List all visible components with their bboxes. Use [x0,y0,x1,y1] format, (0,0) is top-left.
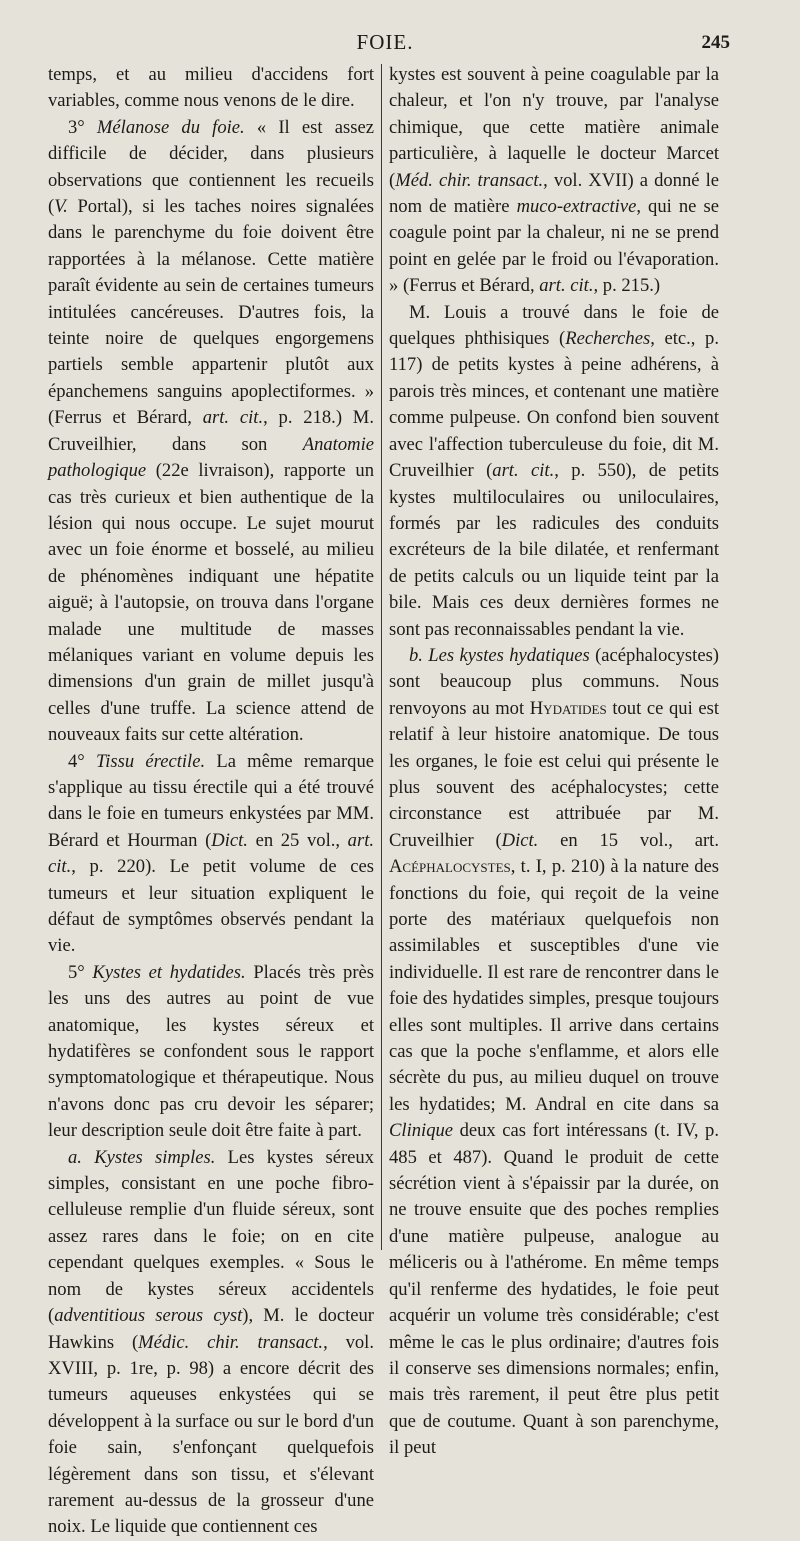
paragraph-kystes-hydatiques [389,643,719,1462]
text-run: M. Louis a trouvé dans le foie de quelques phthisiques ( [389,301,719,350]
text-run: en 15 vol., art. [538,829,719,851]
page-number: 245 [701,32,730,53]
section-number: 4° [68,750,96,772]
text-run: , p. 215.) [593,275,661,297]
citation: art. cit. [202,407,264,429]
citation: Recherches [565,328,651,350]
paragraph-kystes-simples [48,1145,374,1541]
text-run: , p. 220). Le petit volume de ces tumeurs et leur situation expliquent le défaut de symptômes observés pendant la vie. [48,856,374,957]
citation: Dict. [501,829,539,851]
citation: art. cit. [48,829,375,878]
citation: art. cit. [539,275,594,297]
term: muco-extractive [516,196,637,218]
section-title: Les kystes hydatiques [428,644,590,666]
text-run: kystes est souvent à peine coagulable par la chaleur, et l'on n'y trouve, par l'analyse chimique, que cette matière animale particulière, à laquelle le docteur Marcet ( [389,64,719,191]
text-run: , vol. XVIII, p. 1re, p. 98) a encore décrit des tumeurs aqueuses enkystées qui se développent à la surface ou sur le bord d'un foie sain, s'enfonçant quelquefois légèrement dans son tissu, et s'élevant rarement au-dessus de la grosseur d'une noix. Le liquide que contiennent ces [48,1331,374,1538]
text-run: deux cas fort intéressans (t. IV, p. 485 et 487). Quand le produit de cette sécrétion vient à s'épaissir par la durée, on ne trouve ensuite que des poches remplies d'une matière pulpeuse, analogue au méliceris ou à l'athérome. En même temps qu'il renferme des hydatides, le foie peut acquérir un volume très considérable; c'est même le cas le plus ordinaire; d'autres fois il conserve ses dimensions normales; enfin, mais très rarement, il peut être plus petit que de coutume. Quant à son parenchyme, il peut [389,1120,719,1459]
section-number: 3° [68,116,97,138]
paragraph [389,62,719,300]
left-column [48,62,375,1538]
text-run: Portal), si les taches noires signalées dans le parenchyme du foie doivent être rapportées à la mélanose. Cette matière paraît évidente au sein de certaines tumeurs intitulées cancéreuses. D'autres fois, la teinte noire de quelques engorgemens partiels semble appartenir plutôt aux épanchemens sanguins apoplectiformes. » (Ferrus et Bérard, [48,196,374,429]
section-title: Kystes et hydatides. [92,961,246,983]
citation: art. cit. [492,460,555,482]
text-run: en 25 vol., [247,829,348,851]
column-divider [381,64,382,1250]
text-run: , qui ne se coagule point par la chaleur, ni ne se prend point en gelée par le froid ou l'évaporation. » (Ferrus et Bérard, [389,196,719,297]
cross-reference: Acéphalocystes [389,856,511,878]
citation: V. [54,196,68,218]
citation: Clinique [389,1120,454,1142]
running-title: FOIE. [356,30,414,54]
right-column [389,62,720,1459]
text-run: , p. 218.) M. Cruveilhier, dans son [48,407,374,455]
section-number: a. [68,1146,95,1168]
text-run: « Il est assez difficile de décider, dans plusieurs observations que contiennent les recueils ( [48,116,374,218]
section-number: 5° [68,961,93,983]
paragraph-melanose [48,115,374,749]
text-run: , vol. XVII) a donné le nom de matière [389,169,720,218]
text-run: Les kystes séreux simples, consistant en une poche fibro-celluleuse remplie d'un fluide séreux, sont assez rares dans le foie; on en cite cependant quelques exemples. « Sous le nom de kystes séreux accidentels ( [48,1146,374,1327]
text-run: (22e livraison), rapporte un cas très curieux et bien authentique de la lésion qui nous occupe. Le sujet mourut avec un foie énorme et bosselé, au milieu de phénomènes indiquant une hépatite aiguë; à l'autopsie, on trouva dans l'organe malade une multitude de masses mélaniques variant en volume depuis les dimensions d'un grain de millet jusqu'à celles d'une truffe. La science attend de nouveaux faits sur cette altération. [48,460,374,746]
section-title: Kystes simples. [94,1146,216,1168]
cross-reference: Hydatides [529,697,607,719]
text-run: La même remarque s'applique au tissu érectile qui a été trouvé dans le foie en tumeurs enkystées par MM. Bérard et Hourman ( [48,750,374,851]
paragraph-kystes-hydatides [48,960,374,1145]
section-number: b. [409,644,429,666]
text-run: , t. I, p. 210) à la nature des fonctions du foie, qui reçoit de la veine porte des matériaux quelquefois non assimilables et susceptibles d'une vie individuelle. Il est rare de rencontrer dans le foie des hydatides simples, presque toujours elles sont multiples. Il arrive dans certains cas que la poche s'enflamme, et alors elle sécrète du pus, au milieu duquel on trouve les hydatides; M. Andral en cite dans sa [389,856,719,1115]
running-head [40,30,730,56]
citation: Médic. chir. transact. [138,1331,324,1353]
paragraph-louis [389,300,719,643]
section-title: Mélanose du foie. [96,116,245,138]
citation: Anatomie pathologique [48,433,374,482]
text-run: , etc., p. 117) de petits kystes à peine adhérens, à parois très minces, et contenant une matière comme pulpeuse. On confond bien souvent avec l'affection tuberculeuse du foie, dit M. Cruveilhier ( [389,328,719,482]
text-run: tout ce qui est relatif à leur histoire anatomique. De tous les organes, le foie est celui qui présente le plus souvent des acéphalocystes; cette circonstance est attribuée par M. Cruveilhier ( [389,697,719,851]
citation: Méd. chir. transact. [395,169,544,191]
text-run: (acéphalocystes) sont beaucoup plus communs. Nous renvoyons au mot [389,644,719,719]
text-run: Placés très près les uns des autres au point de vue anatomique, les kystes séreux et hydatifères se confondent sous le rapport symptomatologique et thérapeutique. Nous n'avons donc pas cru devoir les séparer; leur description seule doit être faite à part. [48,961,375,1142]
paragraph: temps, et au milieu d'accidens fort variables, comme nous venons de le dire. [48,64,374,112]
citation: adventitious serous cyst [54,1305,243,1327]
text-run: , p. 550), de petits kystes multiloculaires ou uniloculaires, formés par les radicules des conduits excréteurs de la bile dilatée, et renfermant de petits calculs ou un liquide teint par la bile. Mais ces deux dernières formes ne sont pas reconnaissables pendant la vie. [389,460,719,640]
citation: Dict. [211,829,248,851]
paragraph-tissu-erectile [48,749,374,960]
text-run: ), M. le docteur Hawkins ( [48,1305,375,1353]
section-title: Tissu érectile. [95,750,206,772]
